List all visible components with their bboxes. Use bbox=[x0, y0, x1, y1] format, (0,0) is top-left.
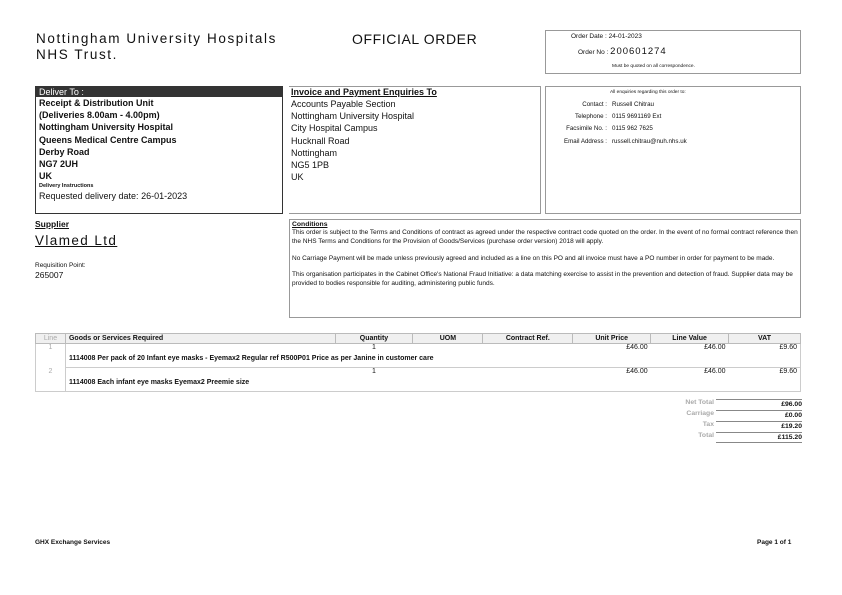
quote-note: Must be quoted on all correspondence. bbox=[612, 64, 695, 69]
order-date bbox=[546, 33, 825, 40]
header-uom: UOM bbox=[413, 334, 483, 344]
total-value: £115.20 bbox=[716, 432, 802, 443]
invoice-heading: Invoice and Payment Enquiries To bbox=[291, 87, 437, 97]
line-number: 1 bbox=[36, 344, 66, 368]
invoice-line: City Hospital Campus bbox=[291, 123, 378, 134]
deliver-line: UK bbox=[39, 171, 52, 182]
email-label: Email Address : bbox=[564, 138, 607, 145]
order-info-box bbox=[545, 30, 801, 74]
header-vat: VAT bbox=[729, 334, 801, 344]
organisation-name bbox=[36, 31, 277, 63]
table-header-row bbox=[36, 334, 801, 344]
line-value-cell: £46.00 bbox=[704, 344, 726, 351]
order-items-table bbox=[35, 333, 801, 392]
conditions-heading: Conditions bbox=[292, 221, 328, 228]
unit-price-cell: £46.00 bbox=[626, 344, 648, 351]
quantity-cell: 1 bbox=[372, 368, 376, 375]
total-label: Total bbox=[698, 432, 714, 439]
deliver-line: Receipt & Distribution Unit bbox=[39, 98, 154, 108]
conditions-paragraph: This order is subject to the Terms and Conditions of contract as agreed under the respective contract code quoted on the order. In the event of no formal contract reference then the NHS Terms and Conditions for the Provision of Goods/Services (purchase order version) 2018 will apply. bbox=[292, 229, 798, 245]
totals-row bbox=[640, 410, 802, 421]
order-number-value: 200601274 bbox=[610, 46, 667, 57]
carriage-value: £0.00 bbox=[716, 410, 802, 420]
invoice-line: Nottingham bbox=[291, 147, 338, 158]
conditions-paragraph: This organisation participates in the Cabinet Office's National Fraud Initiative: a data matching exercise to assist in the prevention and detection of fraud. Supplier data may be provided to bodies responsible for auditing, administering public funds. bbox=[292, 271, 793, 287]
invoice-line: Nottingham University Hospital bbox=[291, 111, 415, 122]
supplier-name: Vlamed Ltd bbox=[35, 233, 118, 248]
contact-box bbox=[545, 86, 801, 214]
facsimile-label: Facsimile No. : bbox=[566, 125, 607, 132]
deliver-line: Queens Medical Centre Campus bbox=[39, 134, 177, 145]
conditions-box bbox=[289, 219, 801, 318]
invoice-line: UK bbox=[291, 172, 304, 183]
invoice-line: NG5 1PB bbox=[291, 160, 330, 171]
line-number: 2 bbox=[36, 368, 66, 392]
totals-row bbox=[640, 432, 802, 443]
requisition-point-label: Requisition Point: bbox=[35, 262, 86, 269]
telephone-value: 0115 9691169 Ext bbox=[612, 113, 662, 120]
email-value[interactable]: russell.chitrau@nuh.nhs.uk bbox=[612, 138, 687, 145]
header-unit-price: Unit Price bbox=[573, 334, 651, 344]
invoice-line: Accounts Payable Section bbox=[291, 99, 396, 109]
header-contract-ref: Contract Ref. bbox=[483, 334, 573, 344]
deliver-line: Derby Road bbox=[39, 146, 90, 157]
facsimile-value: 0115 962 7625 bbox=[612, 125, 653, 132]
page-number: Page 1 of 1 bbox=[757, 539, 792, 546]
conditions-paragraph: No Carriage Payment will be made unless previously agreed and included as a line on this PO and all invoice must have a PO number in order for payment to be made. bbox=[292, 254, 775, 262]
net-total-value: £96.00 bbox=[716, 399, 802, 409]
vat-cell: £9.60 bbox=[729, 368, 801, 380]
item-description: 1114008 Per pack of 20 Infant eye masks - Eyemax2 Regular ref R500P01 Price as per Janine in customer care bbox=[65, 355, 800, 368]
invoice-line: Hucknall Road bbox=[291, 135, 350, 146]
requested-delivery-date: Requested delivery date: 26-01-2023 bbox=[39, 191, 188, 202]
net-total-label: Net Total bbox=[685, 399, 714, 406]
deliver-line: NG7 2UH bbox=[39, 159, 79, 170]
header-goods: Goods or Services Required bbox=[65, 334, 335, 344]
order-number bbox=[546, 46, 832, 57]
order-totals bbox=[640, 399, 802, 443]
unit-price-cell: £46.00 bbox=[626, 368, 648, 375]
tax-label: Tax bbox=[702, 421, 714, 428]
deliver-line: (Deliveries 8.00am - 4.00pm) bbox=[39, 110, 160, 121]
table-row bbox=[36, 368, 801, 380]
telephone-label: Telephone : bbox=[575, 113, 607, 120]
contact-label: Contact : bbox=[582, 101, 607, 108]
order-number-label: Order No : bbox=[578, 49, 611, 56]
tax-value: £19.20 bbox=[716, 421, 802, 431]
vat-cell: £9.60 bbox=[729, 344, 801, 356]
deliver-line: Nottingham University Hospital bbox=[39, 122, 174, 133]
header-line-value: Line Value bbox=[651, 334, 729, 344]
invoice-enquiries-box bbox=[289, 86, 541, 214]
quantity-cell: 1 bbox=[372, 344, 376, 351]
organisation-line-1: Nottingham University Hospitals bbox=[36, 31, 277, 46]
table-row-description bbox=[36, 355, 801, 368]
organisation-line-2: NHS Trust. bbox=[36, 47, 119, 62]
deliver-address bbox=[36, 97, 282, 182]
order-date-value: 24-01-2023 bbox=[608, 33, 642, 40]
order-date-label: Order Date : bbox=[571, 33, 609, 40]
carriage-label: Carriage bbox=[686, 410, 714, 417]
deliver-to-heading: Deliver To : bbox=[36, 87, 282, 97]
table-row-description bbox=[36, 379, 801, 392]
totals-row bbox=[640, 399, 802, 410]
supplier-label: Supplier bbox=[35, 219, 70, 229]
document-title: OFFICIAL ORDER bbox=[352, 31, 478, 47]
line-value-cell: £46.00 bbox=[704, 368, 726, 375]
delivery-instructions-label: Delivery Instructions bbox=[39, 183, 94, 190]
requisition-point-value: 265007 bbox=[35, 270, 64, 280]
table-row bbox=[36, 344, 801, 356]
deliver-to-box bbox=[35, 86, 283, 214]
contact-value: Russell Chitrau bbox=[612, 101, 654, 108]
contact-hint: All enquiries regarding this order to: bbox=[610, 90, 686, 95]
totals-row bbox=[640, 421, 802, 432]
header-quantity: Quantity bbox=[335, 334, 413, 344]
invoice-address bbox=[289, 98, 540, 183]
footer-service-name: GHX Exchange Services bbox=[35, 539, 111, 546]
item-description: 1114008 Each infant eye masks Eyemax2 Preemie size bbox=[65, 379, 800, 392]
header-line: Line bbox=[36, 334, 66, 344]
